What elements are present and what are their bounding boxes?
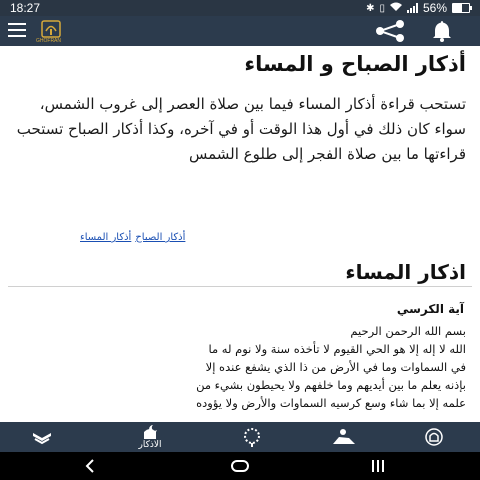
verse-line: في السماوات وما في الأرض من ذا الذي يشفع عنده إلا (205, 360, 466, 374)
verse-line: بسم الله الرحمن الرحيم (350, 324, 466, 338)
verse-text (26, 322, 466, 412)
share-icon[interactable] (370, 20, 410, 42)
bell-icon[interactable] (430, 19, 454, 43)
section-links (80, 232, 185, 243)
system-nav-bar (0, 452, 480, 480)
logo-text: GHOFRAN (36, 38, 61, 44)
nav-mosque[interactable] (404, 422, 464, 452)
battery-fill (453, 4, 462, 12)
signal-icon (407, 3, 418, 13)
content-area (0, 46, 480, 422)
nav-adhkar-label: الاذكار (138, 440, 162, 450)
divider (8, 286, 472, 287)
nav-tasbih[interactable] (222, 422, 282, 452)
mosque-icon (424, 427, 444, 447)
back-icon[interactable] (82, 458, 98, 474)
status-icons (366, 1, 470, 15)
battery-percent: 56% (422, 1, 447, 15)
bluetooth-icon: ✱ (366, 2, 375, 14)
prayer-icon (331, 428, 357, 446)
vibrate-icon: ▯ (379, 2, 385, 14)
menu-icon[interactable] (8, 23, 26, 39)
intro-paragraph: تستحب قراءة أذكار المساء فيما بين صلاة العصر إلى غروب الشمس، سواء كان ذلك في أول هذا الوقت أو في آخره، وكذا أذكار الصباح تستحب قراءتها ما بين صلاة الفجر إلى طلوع الشمس (16, 95, 466, 163)
status-time: 18:27 (10, 1, 41, 15)
nav-adhkar[interactable] (120, 422, 180, 452)
battery-icon (452, 3, 470, 13)
home-icon[interactable] (230, 458, 250, 474)
wifi-icon (390, 1, 402, 15)
recents-icon[interactable] (370, 458, 386, 474)
verse-line: علمه إلا بما شاء وسع كرسيه السماوات والأرض ولا يؤوده (196, 396, 466, 410)
adhkar-icon (140, 424, 160, 440)
verse-line: الله لا إله إلا هو الحي القيوم لا تأخذه سنة ولا نوم له ما (208, 342, 466, 356)
nav-quran[interactable] (12, 422, 72, 452)
link-evening-adhkar[interactable]: أذكار المساء (80, 232, 132, 243)
page-title: أذكار الصباح و المساء (244, 52, 466, 76)
section-title: اذكار المساء (345, 260, 466, 284)
bottom-nav (0, 422, 480, 452)
quran-icon (31, 429, 53, 445)
nav-prayer[interactable] (314, 422, 374, 452)
verse-line: بإذنه يعلم ما بين أيديهم وما خلفهم ولا يحيطون بشيء من (196, 378, 466, 392)
link-morning-adhkar[interactable]: أذكار الصباح (135, 232, 186, 243)
tasbih-icon (240, 427, 264, 447)
status-bar (0, 0, 480, 16)
app-bar (0, 16, 480, 46)
subsection-title: آية الكرسي (396, 302, 464, 316)
